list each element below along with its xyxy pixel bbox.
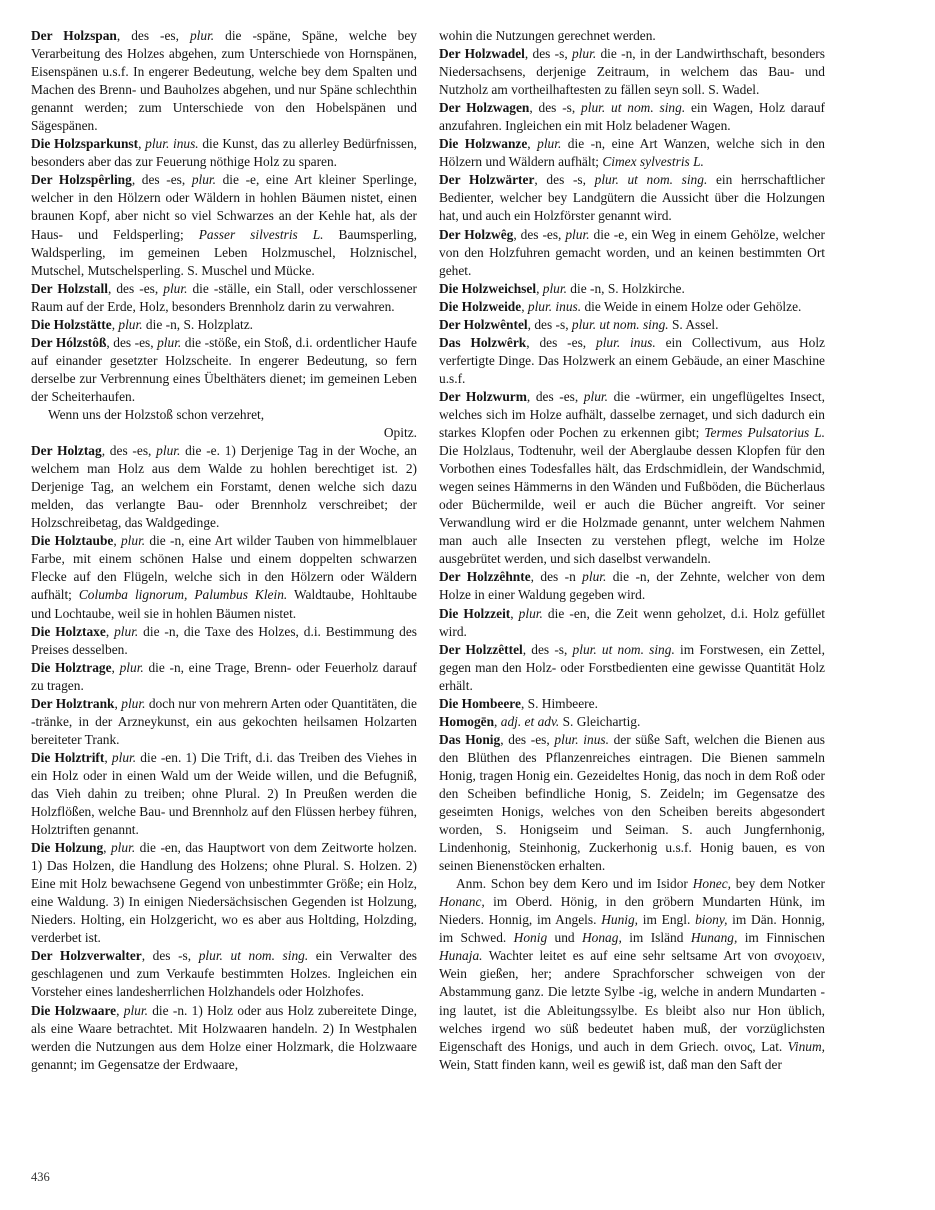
- entry-text: , des -es,: [513, 226, 566, 242]
- entry-text: die -en, das Hauptwort von dem Zeitworte holzen. 1) Das Holzen, die Handlung des Holzens; ohne Plural. S. Holzen. 2) Eine mit Holz bewachsene Gegend von unbestimmter Größe; ein Holz, eine Waldung. 3) In einigen Niedersächsischen Gegenden ist Holzung, Nieders. Holting, ein Holzgericht, wo es aber aus Holtding, Holzding, verderbet ist.: [31, 840, 417, 946]
- entry-text: , des -es,: [526, 334, 596, 350]
- headword: Der Holztag: [31, 443, 102, 459]
- entry-text: ,: [116, 1002, 124, 1018]
- entry-text: wohin die Nutzungen gerechnet werden.: [439, 28, 656, 43]
- italic-term: plur. ut nom. sing.: [572, 641, 675, 657]
- entry-text: im Isländ: [621, 930, 691, 946]
- right-column: [439, 27, 825, 1074]
- entry-text: die -n, eine Art wilder Tauben von himmelblauer Farbe, mit einem schönen Halse und einem doppelten schwarzen Flecke auf den Flügeln, welche sich in den Hölzern oder Wäldern aufhält;: [31, 533, 417, 603]
- italic-term: Honag,: [582, 930, 622, 946]
- entry-text: Waldtaube, Hohltaube und Lochtaube, weil sie in hohlen Bäumen nistet.: [31, 587, 417, 621]
- entry-text: im Finnischen: [737, 930, 825, 946]
- italic-term: plur.: [565, 226, 590, 242]
- dictionary-entry: [31, 947, 417, 1001]
- headword: Die Holzwaare: [31, 1002, 117, 1018]
- dictionary-entry: [31, 135, 417, 171]
- entry-text: ,: [510, 605, 519, 621]
- headword: Das Holzwêrk: [439, 334, 527, 350]
- entry-text: , des -es,: [526, 388, 584, 404]
- italic-term: Honig: [513, 930, 548, 946]
- quotation: Wenn uns der Holzstoß schon verzehret,: [48, 406, 265, 422]
- entry-text: , des -n: [530, 569, 583, 585]
- headword: Die Holzsparkunst: [31, 136, 139, 152]
- entry-text: die -stöße, ein Stoß, d.i. ordentlicher Haufe auf einander gesetzter Holzscheite. In engerer Bedeutung, so fern derselbe zur Verbrennung eines Übelthäters dienet; im gemeinen Leben der Scheiterhaufen.: [31, 334, 417, 404]
- dictionary-entry: [31, 171, 417, 279]
- italic-term: plur.: [583, 388, 608, 404]
- quotation-attribution: Opitz.: [383, 425, 417, 441]
- entry-text: ,: [527, 136, 538, 152]
- entry-text: , des -s,: [522, 641, 573, 657]
- entry-text: , des -s,: [141, 948, 199, 964]
- dictionary-entry: [439, 27, 825, 45]
- entry-text: ,: [105, 623, 115, 639]
- dictionary-entry: [439, 316, 825, 334]
- entry-text: ,: [494, 713, 501, 729]
- dictionary-entry: [31, 532, 417, 622]
- headword: Der Holzzêhnte: [439, 569, 531, 585]
- dictionary-entry: [439, 713, 825, 731]
- dictionary-entry: [31, 623, 417, 659]
- dictionary-entry: [439, 135, 825, 171]
- dictionary-entry: [439, 45, 825, 99]
- headword: Der Holzwêg: [439, 226, 514, 242]
- italic-term: plur.: [118, 316, 143, 332]
- entry-text: bey dem Notker: [731, 876, 825, 892]
- headword: Die Holztrage: [31, 659, 112, 675]
- entry-text: ,: [113, 533, 121, 549]
- dictionary-entry: [31, 27, 417, 135]
- italic-term: plur.: [537, 136, 562, 152]
- headword: Die Holztaube: [31, 533, 114, 549]
- entry-text: die -n. 1) Holz oder aus Holz zubereitete Dinge, als eine Waare betrachtet. Mit Holzwaaren handeln. 2) In Westphalen werden die Nutzungen aus dem Holze einer Holzmark, die Holzwaare genannt; im Gegensatze der Erdwaare,: [31, 1002, 417, 1072]
- entry-text: ,: [521, 298, 528, 314]
- italic-term: Honanc,: [439, 894, 485, 910]
- italic-term: plur. inus.: [554, 731, 609, 747]
- italic-term: plur.: [121, 695, 146, 711]
- headword: Der Holzspan: [31, 28, 117, 43]
- headword: Der Holzwadel: [439, 46, 525, 62]
- italic-term: plur. ut nom. sing.: [581, 100, 686, 116]
- entry-text: ,: [103, 840, 111, 856]
- dictionary-entry: [31, 659, 417, 695]
- dictionary-entry: [439, 99, 825, 135]
- entry-text: ,: [114, 695, 122, 711]
- dictionary-entry: [31, 695, 417, 749]
- italic-term: plur.: [120, 533, 146, 549]
- headword: Der Holzspêrling: [31, 172, 132, 188]
- italic-term: plur. inus.: [527, 298, 582, 314]
- entry-text: ,: [104, 749, 112, 765]
- dictionary-entry: [439, 226, 825, 280]
- italic-term: Vinum,: [787, 1038, 825, 1054]
- entry-text: ,: [111, 316, 119, 332]
- headword: Die Hombeere: [439, 695, 521, 711]
- dictionary-entry: [439, 298, 825, 316]
- headword: Das Honig: [439, 731, 501, 747]
- entry-text: S. Gleichartig.: [559, 713, 641, 729]
- italic-term: plur. inus.: [145, 136, 199, 152]
- italic-term: Hunaja.: [439, 948, 483, 964]
- headword: Der Holztrank: [31, 695, 115, 711]
- italic-term: Hunig,: [601, 912, 639, 928]
- entry-text: , des -es,: [500, 731, 555, 747]
- entry-text: , des -es,: [101, 443, 157, 459]
- headword: Der Holzverwalter: [31, 948, 142, 964]
- dictionary-entry: [31, 442, 417, 532]
- entry-text: , des -es,: [107, 280, 164, 296]
- headword: Die Holzung: [31, 840, 104, 856]
- entry-text: die Kunst, das zu allerley Bedürfnissen, besonders aber das zur Feuerung nöthige Holz zu sparen.: [31, 136, 418, 170]
- entry-text: Baumsperling, Waldsperling, im gemeinen Leben Holzmuschel, Holznischel, Mutschel, Mutschelsperling. S. Muschel und Mücke.: [31, 226, 418, 278]
- entry-text: die -ställe, ein Stall, oder verschlossener Raum auf der Erde, Holz, besonders Brennholz darin zu verwahren.: [31, 280, 418, 314]
- headword: Der Holzwêntel: [439, 316, 528, 332]
- entry-text: die -e. 1) Derjenige Tag in der Woche, an welchem man Holz aus dem Walde zu hohlen berechtiget ist. 2) Derjenige Tag, an welchem ein Forstamt, denen welche sich dazu melden, das verlangte Bau- oder Brennholz verschreibet; der Holzschreibetag, das Waldgedinge.: [31, 443, 417, 531]
- italic-term: Termes Pulsatorius L.: [704, 425, 825, 441]
- headword: Der Hólzstôß: [31, 334, 107, 350]
- dictionary-entry: [439, 568, 825, 604]
- headword: Die Holzweichsel: [439, 280, 537, 296]
- headword: Der Holzzêttel: [439, 641, 523, 657]
- dictionary-entry: [439, 731, 825, 875]
- italic-term: Cimex sylvestris L.: [602, 154, 704, 170]
- entry-text: doch nur von mehrern Arten oder Quantitäten, die -tränke, in der Arzneykunst, ein aus gekochten heilsamen Holzarten bereiteter Trank.: [31, 695, 418, 747]
- headword: Der Holzwagen: [439, 100, 530, 116]
- entry-text: ein Verwalter des geschlagenen und zum Verkaufe bestimmten Holzes. Ingleichen ein Vorsteher eines landesherrlichen Holzhandels oder Holzhofes.: [31, 948, 417, 1000]
- headword: Die Holzzeit: [439, 605, 511, 621]
- entry-text: der süße Saft, welchen die Bienen aus den Blüthen des Pflanzenreiches eintragen. Die Bienen sammeln Honig, tragen Honig ein. Gezeideltes Honig, das noch in dem Roß oder den Scheiben befindliche Honig, S. Zeideln; im Gegensatze des geseimten Honigs, welches von den Scheiben bereits abgesondert worden, S. Honigseim und Seiman. S. auch Jungfernhonig, Lindenhonig, Steinhonig, Zuckerhonig u.s.f. Honig bauen, es von seinen Bienenstöcken erhalten.: [439, 731, 825, 874]
- italic-term: plur. ut nom. sing.: [198, 948, 309, 964]
- entry-text: die -n, eine Trage, Brenn- oder Feuerholz darauf zu tragen.: [31, 659, 417, 693]
- headword: Die Holzweide: [439, 298, 522, 314]
- headword: Der Holzwurm: [439, 388, 527, 404]
- italic-term: plur.: [571, 46, 597, 62]
- headword: Der Holzwärter: [439, 172, 535, 188]
- entry-text: die -n, eine Art Wanzen, welche sich in den Hölzern und Wäldern aufhält;: [439, 136, 826, 170]
- italic-term: Passer silvestris L.: [198, 226, 324, 242]
- entry-text: , des -s,: [534, 172, 595, 188]
- italic-term: plur.: [157, 334, 182, 350]
- entry-text: die -n, S. Holzkirche.: [566, 280, 685, 296]
- entry-text: im Forstwesen, ein Zettel, gegen man den Holz- oder Forstbedienten eine gewisse Quantität Holz erhält.: [439, 641, 825, 693]
- dictionary-entry: [439, 388, 825, 568]
- italic-term: plur.: [110, 840, 136, 856]
- entry-text: Anm. Schon bey dem Kero und im Isidor: [456, 876, 693, 892]
- italic-term: plur.: [123, 1002, 148, 1018]
- entry-text: die -en, die Zeit wenn geholzet, d.i. Holz gefüllet wird.: [439, 605, 825, 639]
- dictionary-entry: [439, 171, 825, 225]
- italic-term: Columba lignorum, Palumbus Klein.: [78, 587, 288, 603]
- italic-term: biony,: [695, 912, 728, 928]
- dictionary-entry: [439, 605, 825, 641]
- entry-text: ,: [536, 280, 543, 296]
- entry-text: die -n, der Zehnte, welcher von dem Holze in einer Waldung gegeben wird.: [439, 569, 825, 603]
- entry-text: die -späne, Späne, welche bey Verarbeitung des Holzes abgehen, zum Unterschiede von Hornspänen, Eisenspänen u.s.f. In engerer Bedeutung, welche bey dem Spalten und Machen des Brenn- und Bauholzes abgehen, und nur Späne schlechthin genannt werden; zum Unterschiede von den Hobelspänen und Sägespänen.: [31, 28, 418, 134]
- entry-text: ein Wagen, Holz darauf anzufahren. Ingleichen ein mit Holz beladener Wagen.: [439, 100, 825, 134]
- entry-text: S. Assel.: [668, 316, 719, 332]
- dictionary-entry: [439, 334, 825, 388]
- dictionary-entry: [31, 749, 417, 839]
- dictionary-entry: [31, 1002, 417, 1074]
- italic-term: plur.: [111, 749, 137, 765]
- italic-term: plur.: [156, 443, 181, 459]
- entry-text: Wachter leitet es auf eine sehr seltsame Art von σνοχοειν, Wein gießen, her; andere Sprachforscher schweigen von der Abstammung ganz. Die letzte Sylbe -ig, welche in andern Mundarten -ing lautet, ist die Ableitungssylbe. Es bleibt also nur Hon üblich, welches irgend wo süß bedeutet haben muß, der vorzüglichsten Eigenschaft des Honigs, und auch in dem Griech. οινος, Lat.: [439, 948, 825, 1054]
- headword: Homogēn: [439, 713, 495, 729]
- entry-text: die -würmer, ein ungeflügeltes Insect, welches sich im Holze aufhält, dasselbe zernaget, und sich dadurch ein starkes Klopfen oder Pochen zu erkennen gibt;: [439, 388, 825, 441]
- italic-term: plur.: [119, 659, 144, 675]
- entry-text: und: [547, 930, 582, 946]
- italic-term: plur.: [163, 280, 188, 296]
- italic-term: Honec,: [692, 876, 731, 892]
- entry-text: , des -es,: [131, 172, 192, 188]
- headword: Die Holztrift: [31, 749, 105, 765]
- italic-term: plur.: [191, 172, 216, 188]
- italic-term: adj. et adv.: [500, 713, 560, 729]
- entry-text: im Dän. Honnig, im Schwed.: [439, 912, 825, 946]
- entry-text: die Weide in einem Holze oder Gehölze.: [581, 298, 802, 314]
- dictionary-entry: [31, 839, 417, 947]
- italic-term: plur. ut nom. sing.: [594, 172, 708, 188]
- dictionary-entry: [31, 280, 417, 316]
- italic-term: plur.: [518, 605, 543, 621]
- entry-text: im Engl.: [638, 912, 696, 928]
- dictionary-entry: [439, 695, 825, 713]
- headword: Die Holzstätte: [31, 316, 112, 332]
- left-column: [31, 27, 417, 1074]
- entry-text: die -e, ein Weg in einem Gehölze, welcher von den Holzfuhren gemacht worden, und an keinen bestimmten Ort gehet.: [439, 226, 826, 278]
- italic-term: plur.: [542, 280, 567, 296]
- italic-term: Hunang,: [690, 930, 738, 946]
- italic-term: plur.: [189, 28, 215, 43]
- italic-term: plur. inus.: [596, 334, 656, 350]
- headword: Die Holztaxe: [31, 623, 106, 639]
- headword: Die Holzwanze: [439, 136, 528, 152]
- entry-text: , des -s,: [524, 46, 572, 62]
- page-number: 436: [31, 1170, 50, 1184]
- entry-text: , S. Himbeere.: [520, 695, 598, 711]
- dictionary-entry: [31, 316, 417, 334]
- entry-text: ,: [138, 136, 146, 152]
- italic-term: plur. ut nom. sing.: [571, 316, 669, 332]
- entry-text: die -n, in der Landwirthschaft, besonders Niedersachsens, derjenige Zeitraum, in welchem das Bau- und Nutzholz am vortheilhaftesten zu fällen seyn soll. S. Wadel.: [439, 46, 825, 98]
- entry-text: ein herrschaftlicher Bedienter, welcher bey Landgütern die Aussicht über die Holzungen hat, und auch ein Holzförster genannt wird.: [439, 172, 825, 224]
- italic-term: plur.: [582, 569, 607, 585]
- entry-text: im Oberd. Hönig, in den gröbern Mundarten Hünk, im Nieders. Honnig, im Angels.: [439, 894, 825, 928]
- entry-text: ein Collectivum, aus Holz verfertigte Dinge. Das Holzwerk an einem Gebäude, an einer Maschine u.s.f.: [439, 334, 825, 386]
- entry-text: , des -es,: [116, 28, 190, 43]
- entry-text: , des -s,: [527, 316, 572, 332]
- entry-text: Die Holzlaus, Todtenuhr, weil der Aberglaube dessen Klopfen für den Vorbothen eines Todesfalles hält, das Erdschmidlein, der Wandschmid, wegen seines Hämmerns in den Wänden und Fußböden, die Bücherlaus oder Büchermilde, weil er auch die Bücher angreift. Vor seiner Verwandlung wird er die Holzmade genannt, unter welchem Nahmen man auch alle Insecten zu verstehen pflegt, welche im Holze ausgebrütet werden, und sich daselbst verwandeln.: [439, 443, 825, 567]
- annotation-note: [439, 875, 825, 1074]
- headword: Der Holzstall: [31, 280, 108, 296]
- entry-text: die -en. 1) Die Trift, d.i. das Treiben des Viehes in ein Holz oder in einen Wald um der Weide willen, und die Befugniß, das Vieh dahin zu treiben; ohne Plural. 2) In Preußen werden die Holzflößen, welche Bau- und Brennholz auf den Flüssen herbey führen, Holztriften genannt.: [31, 749, 418, 838]
- entry-text: die -n, die Taxe des Holzes, d.i. Bestimmung des Preises desselben.: [31, 623, 417, 657]
- entry-text: die -n, S. Holzplatz.: [142, 316, 254, 332]
- entry-text: , des -es,: [106, 334, 158, 350]
- entry-text: , des -s,: [529, 100, 582, 116]
- entry-text: Wein, Statt finden kann, weil es gewiß ist, daß man den Saft der: [439, 1056, 782, 1072]
- dictionary-entry: [439, 641, 825, 695]
- entry-text: die -e, eine Art kleiner Sperlinge, welcher in den Hölzern oder Wäldern in hohlen Bäumen nistet, einen braunen Kopf, aber nicht so viel Schwarzes an der Kehle hat, als der Haus- und Feldsperling;: [31, 172, 417, 242]
- italic-term: plur.: [114, 623, 139, 639]
- entry-text: ,: [111, 659, 120, 675]
- dictionary-entry: [31, 334, 417, 406]
- dictionary-entry: [439, 280, 825, 298]
